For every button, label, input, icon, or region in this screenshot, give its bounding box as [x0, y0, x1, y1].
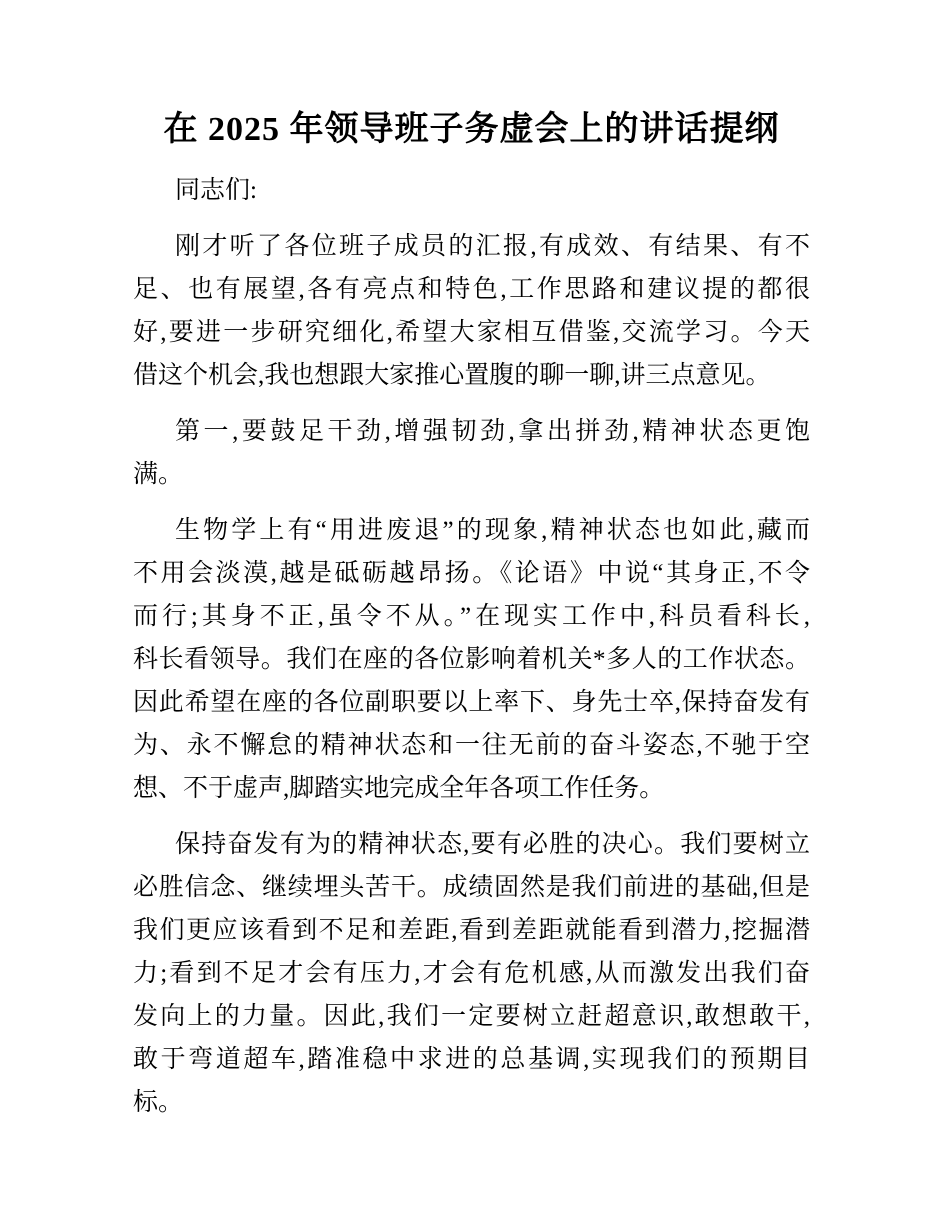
- text-line: 第一,要鼓足干劲,增强韧劲,拿出拼劲,精神状态更饱: [175, 418, 810, 445]
- text-line: 借这个机会,我也想跟大家推心置腹的聊一聊,讲三点意见。: [133, 362, 771, 389]
- text-line: 我们更应该看到不足和差距,看到差距就能看到潜力,挖掘潜: [133, 917, 810, 944]
- text-line: 因此希望在座的各位副职要以上率下、身先士卒,保持奋发有: [133, 689, 810, 716]
- text-line: 生物学上有“用进废退”的现象,精神状态也如此,藏而: [175, 517, 810, 544]
- text-line: 标。: [133, 1089, 184, 1116]
- text-line: 而行;其身不正,虽令不从。”在现实工作中,科员看科长,: [133, 603, 810, 630]
- text-line: 力;看到不足才会有压力,才会有危机感,从而激发出我们奋: [133, 960, 810, 987]
- paragraph-4: [133, 823, 810, 1124]
- text-line: 科长看领导。我们在座的各位影响着机关*多人的工作状态。: [133, 646, 810, 673]
- paragraph-3: [133, 509, 810, 810]
- text-line: 必胜信念、继续埋头苦干。成绩固然是我们前进的基础,但是: [133, 874, 810, 901]
- text-line: 敢于弯道超车,踏准稳中求进的总基调,实现我们的预期目: [133, 1046, 810, 1073]
- paragraph-1: [133, 225, 810, 397]
- text-line: 发向上的力量。因此,我们一定要树立赶超意识,敢想敢干,: [133, 1003, 810, 1030]
- document-body: [133, 169, 810, 1124]
- text-line: 为、永不懈怠的精神状态和一往无前的奋斗姿态,不驰于空: [133, 732, 810, 759]
- text-line: 同志们:: [175, 177, 257, 204]
- document-title: 在 2025 年领导班子务虚会上的讲话提纲: [163, 111, 780, 148]
- text-line: 想、不于虚声,脚踏实地完成全年各项工作任务。: [133, 775, 665, 802]
- text-line: 好,要进一步研究细化,希望大家相互借鉴,交流学习。今天: [133, 319, 810, 346]
- paragraph-2-heading: [133, 410, 810, 496]
- text-line: 刚才听了各位班子成员的汇报,有成效、有结果、有不: [175, 233, 810, 260]
- text-line: 保持奋发有为的精神状态,要有必胜的决心。我们要树立: [175, 831, 810, 858]
- text-line: 不用会淡漠,越是砥砺越昂扬。《论语》中说“其身正,不令: [133, 560, 810, 587]
- text-line: 满。: [133, 461, 184, 488]
- text-line: 足、也有展望,各有亮点和特色,工作思路和建议提的都很: [133, 276, 810, 303]
- salutation: [133, 169, 810, 212]
